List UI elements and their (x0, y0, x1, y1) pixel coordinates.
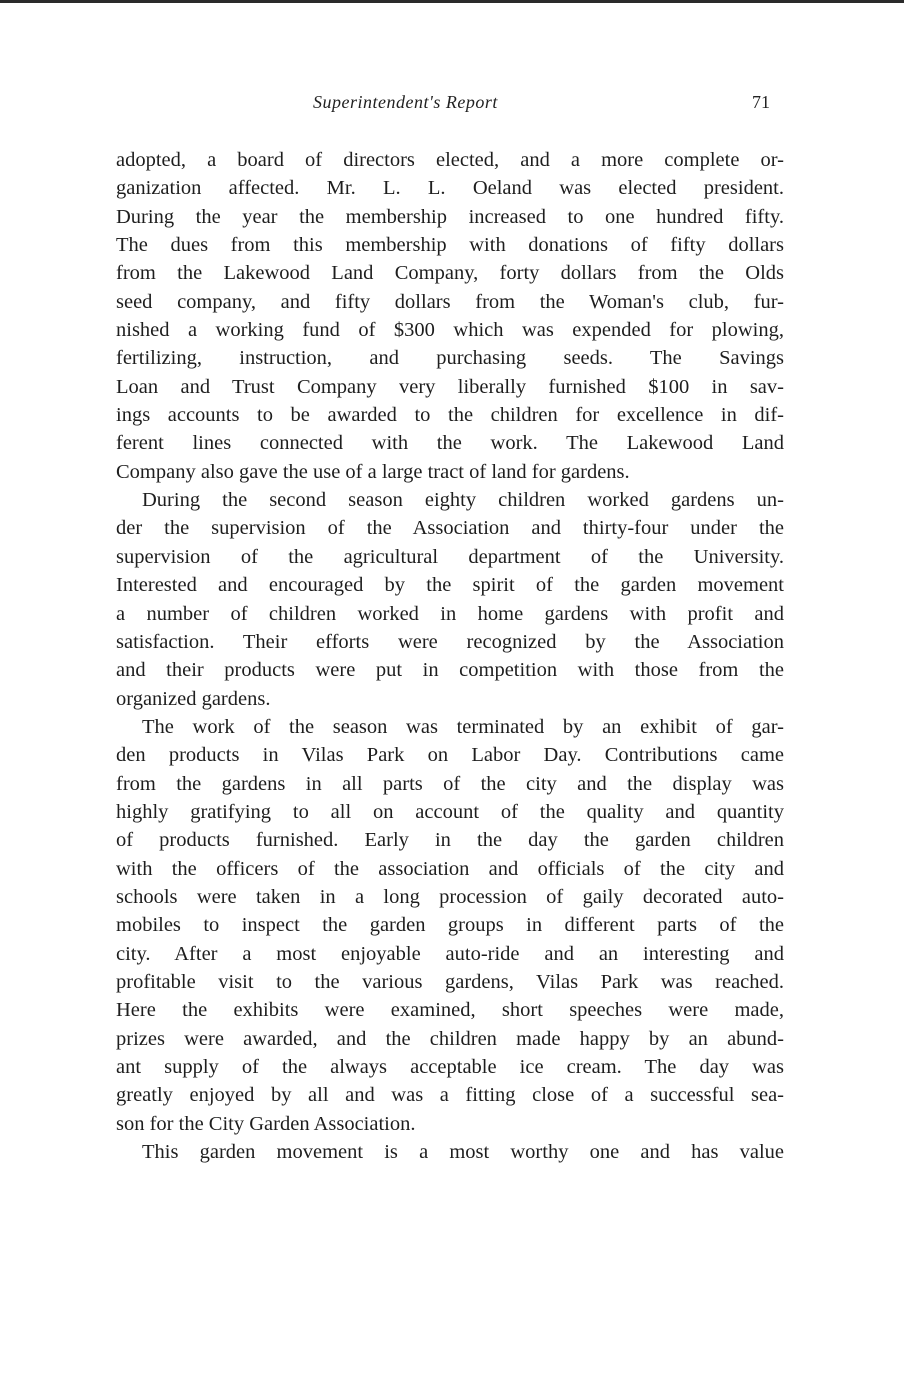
text-line: schools were taken in a long procession of gaily decorated auto- (116, 885, 784, 908)
text-line: a number of children worked in home gardens with profit and (116, 602, 784, 625)
page-header (0, 92, 904, 116)
text-line: seed company, and fifty dollars from the Woman's club, fur- (116, 290, 784, 313)
text-line: Loan and Trust Company very liberally furnished $100 in sav- (116, 375, 784, 398)
text-line: The dues from this membership with donations of fifty dollars (116, 234, 784, 257)
text-line: city. After a most enjoyable auto-ride and an interesting and (116, 942, 784, 965)
paragraph-start-line: During the second season eighty children worked gardens un- (142, 489, 784, 512)
text-line: of products furnished. Early in the day the garden children (116, 829, 784, 852)
text-line: greatly enjoyed by all and was a fitting close of a successful sea- (116, 1084, 784, 1107)
page-top-edge (0, 0, 904, 3)
text-line: with the officers of the association and officials of the city and (116, 857, 784, 880)
text-line: ferent lines connected with the work. The Lakewood Land (116, 432, 784, 455)
text-line: adopted, a board of directors elected, and a more complete or- (116, 149, 784, 171)
text-line: from the gardens in all parts of the city and the display was (116, 772, 784, 795)
text-line: satisfaction. Their efforts were recognized by the Association (116, 630, 784, 653)
text-line: der the supervision of the Association and thirty-four under the (116, 517, 784, 540)
page-number: 71 (752, 92, 770, 112)
text-line: den products in Vilas Park on Labor Day. Contributions came (116, 744, 784, 767)
text-line: from the Lakewood Land Company, forty dollars from the Olds (116, 262, 784, 285)
paragraph-start-line: This garden movement is a most worthy one and has value (142, 1141, 784, 1164)
paragraph-start-line: The work of the season was terminated by an exhibit of gar- (142, 715, 784, 738)
text-line: nished a working fund of $300 which was expended for plowing, (116, 319, 784, 342)
body-text (116, 146, 784, 1166)
text-line: ganization affected. Mr. L. L. Oeland was elected president. (116, 177, 784, 200)
text-line: Here the exhibits were examined, short speeches were made, (116, 999, 784, 1022)
text-line: highly gratifying to all on account of the quality and quantity (116, 800, 784, 823)
text-line: prizes were awarded, and the children made happy by an abund- (116, 1027, 784, 1050)
text-line: profitable visit to the various gardens, Vilas Park was reached. (116, 970, 784, 993)
text-line: and their products were put in competition with those from the (116, 659, 784, 682)
text-line: Interested and encouraged by the spirit of the garden movement (116, 574, 784, 597)
text-line: son for the City Garden Association. (116, 1112, 416, 1135)
text-line: fertilizing, instruction, and purchasing seeds. The Savings (116, 347, 784, 370)
text-line: During the year the membership increased to one hundred fifty. (116, 205, 784, 228)
text-line: organized gardens. (116, 687, 271, 710)
text-line: mobiles to inspect the garden groups in different parts of the (116, 914, 784, 937)
running-title: Superintendent's Report (313, 92, 498, 112)
text-line: ings accounts to be awarded to the children for excellence in dif- (116, 404, 784, 427)
text-line: Company also gave the use of a large tract of land for gardens. (116, 460, 630, 483)
text-line: ant supply of the always acceptable ice cream. The day was (116, 1056, 784, 1078)
text-line: supervision of the agricultural department of the University. (116, 545, 784, 568)
